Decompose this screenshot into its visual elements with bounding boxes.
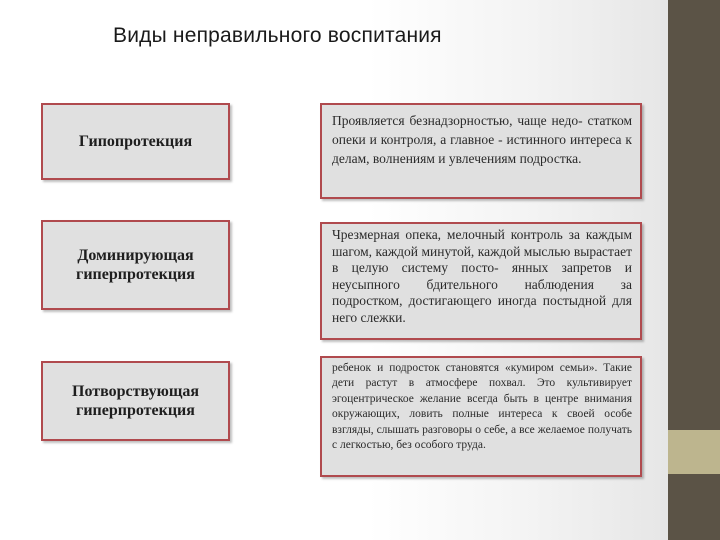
description-box-dominant-hyperprotection: Чрезмерная опека, мелочный контроль за каждым шагом, каждой минутой, каждой мыслью вырастает в целую систему посто- янных запретов и неусыпного бдительного наблюдения за подростком, достигающего иногда постыдной для него слежки. (320, 222, 642, 340)
type-box-dominant-hyperprotection: Доминирующая гиперпротекция (41, 220, 230, 310)
description-box-indulgent-hyperprotection: ребенок и подросток становятся «кумиром семьи». Такие дети растут в атмосфере похвал. Это культивирует эгоцентрическое желание всегда быть в центре внимания окружающих, ловить полные интереса к своей особе взгляды, слышать разговоры о себе, а все желаемое получать с легкостью, без особого труда. (320, 356, 642, 477)
slide-title: Виды неправильного воспитания (113, 24, 442, 47)
decorative-side-accent (668, 430, 720, 474)
description-box-hypoprotection: Проявляется безнадзорностью, чаще недо- статком опеки и контроля, а главное - истинного интереса к делам, волнениям и увлечениям подростка. (320, 103, 642, 199)
type-box-indulgent-hyperprotection: Потворствующая гиперпротекция (41, 361, 230, 441)
type-box-hypoprotection: Гипопротекция (41, 103, 230, 180)
